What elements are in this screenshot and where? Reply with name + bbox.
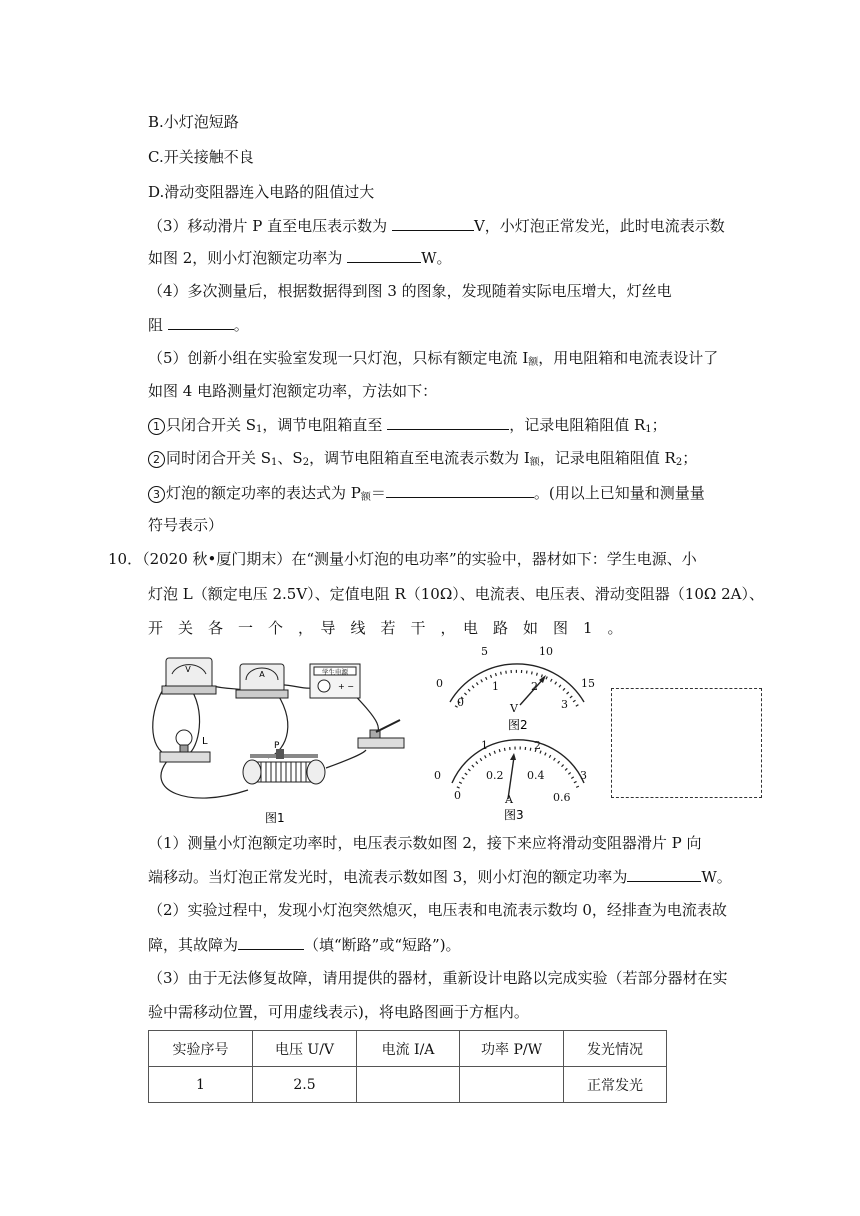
table-cell: 2.5 bbox=[253, 1067, 357, 1103]
circled-number: 2 bbox=[148, 451, 165, 468]
a-outer-tick: 3 bbox=[580, 769, 587, 782]
p1-line2: 端移动。当灯泡正常发光时，电流表示数如图 3，则小灯泡的额定功率为 W。 bbox=[148, 868, 732, 886]
table-row bbox=[149, 1067, 667, 1103]
v-outer-tick: 10 bbox=[539, 645, 553, 658]
answer-blank[interactable] bbox=[347, 247, 421, 263]
v-unit: V bbox=[510, 702, 518, 715]
svg-text:+ −: + − bbox=[338, 682, 354, 691]
power-supply bbox=[310, 664, 360, 698]
svg-text:V: V bbox=[185, 665, 191, 674]
step2-line: 2 同时闭合开关 $S_1$、$S_2$，调节电阻箱直至电流表示数为 $I_额$，记录电阻箱阻值 $R_2$； bbox=[148, 448, 697, 473]
a-outer-tick: 0 bbox=[434, 769, 441, 782]
circled-number: 3 bbox=[148, 486, 165, 503]
q5-line2: 如图 4 电路测量灯泡额定功率，方法如下： bbox=[148, 382, 438, 400]
answer-blank[interactable] bbox=[392, 215, 474, 231]
a-inner-tick: 0.2 bbox=[486, 769, 504, 782]
figure-2-label: 图2 bbox=[508, 718, 528, 732]
v-outer-tick: 0 bbox=[436, 677, 443, 690]
v-inner-tick: 3 bbox=[561, 698, 568, 711]
table-header-cell: 电流 I/A bbox=[357, 1031, 460, 1067]
q10-line2: 灯泡 L（额定电压 2.5V）、定值电阻 R（10Ω）、电流表、电压表、滑动变阻器（10Ω 2A）、 bbox=[148, 585, 764, 603]
table-header-cell: 电压 U/V bbox=[253, 1031, 357, 1067]
data-table bbox=[148, 1030, 667, 1103]
a-inner-tick: 0.4 bbox=[527, 769, 545, 782]
v-outer-tick: 5 bbox=[481, 645, 488, 658]
q4-line2: 阻 。 bbox=[148, 316, 249, 334]
option-d: D.滑动变阻器连入电路的阻值过大 bbox=[148, 183, 375, 201]
figure-1-circuit bbox=[148, 650, 410, 826]
p1-line1: （1）测量小灯泡额定功率时，电压表示数如图 2，接下来应将滑动变阻器滑片 P 向 bbox=[148, 834, 702, 852]
figure-3-label: 图3 bbox=[504, 808, 524, 822]
ammeter-device bbox=[236, 664, 288, 698]
q10-line1: 10．（2020 秋•厦门期末）在“测量小灯泡的电功率”的实验中，器材如下：学生电源、小 bbox=[108, 550, 697, 568]
table-cell[interactable] bbox=[460, 1067, 564, 1103]
step3-line2: 符号表示） bbox=[148, 516, 224, 534]
p3-line2: 验中需移动位置，可用虚线表示)，将电路图画于方框内。 bbox=[148, 1003, 529, 1021]
a-outer-tick: 1 bbox=[481, 739, 488, 752]
figure-3-ammeter-dial bbox=[432, 733, 602, 825]
p2-line1: （2）实验过程中，发现小灯泡突然熄灭，电压表和电流表示数均 0，经排查为电流表故 bbox=[148, 901, 727, 919]
a-inner-tick: 0.6 bbox=[553, 791, 571, 804]
rheostat bbox=[243, 741, 325, 784]
table-header-row bbox=[149, 1031, 667, 1067]
a-outer-tick: 2 bbox=[534, 739, 541, 752]
p3-line1: （3）由于无法修复故障，请用提供的器材，重新设计电路以完成实验（若部分器材在实 bbox=[148, 969, 728, 987]
a-unit: A bbox=[505, 793, 513, 806]
figure-2-voltmeter-dial bbox=[432, 645, 602, 735]
answer-blank[interactable] bbox=[386, 482, 534, 498]
v-inner-tick: 0 bbox=[457, 696, 464, 709]
table-cell: 1 bbox=[149, 1067, 253, 1103]
svg-text:学生电源: 学生电源 bbox=[322, 668, 348, 676]
step1-line: 1 只闭合开关 $S_1$，调节电阻箱直至 ，记录电阻箱阻值 $R_1$； bbox=[148, 414, 667, 440]
answer-blank[interactable] bbox=[168, 314, 234, 330]
answer-blank[interactable] bbox=[387, 414, 509, 430]
q3-line1: （3）移动滑片 P 直至电压表示数为 V，小灯泡正常发光，此时电流表示数 bbox=[148, 217, 725, 235]
svg-text:A: A bbox=[259, 670, 265, 679]
table-header-cell: 功率 P/W bbox=[460, 1031, 564, 1067]
table-cell: 正常发光 bbox=[564, 1067, 667, 1103]
circuit-drawing-box[interactable] bbox=[611, 688, 762, 798]
table-header-cell: 发光情况 bbox=[564, 1031, 667, 1067]
option-c: C.开关接触不良 bbox=[148, 148, 254, 166]
table-header-cell: 实验序号 bbox=[149, 1031, 253, 1067]
lamp bbox=[160, 730, 210, 762]
v-inner-tick: 1 bbox=[492, 680, 499, 693]
figure-1-label: 图1 bbox=[265, 811, 285, 825]
answer-blank[interactable] bbox=[627, 866, 701, 882]
circled-number: 1 bbox=[148, 418, 165, 435]
switch bbox=[358, 720, 404, 748]
v-inner-tick: 2 bbox=[531, 680, 538, 693]
v-outer-tick: 15 bbox=[581, 677, 595, 690]
q10-line3: 开 关 各 一 个 ， 导 线 若 干 ， 电 路 如 图 1 。 bbox=[148, 619, 623, 637]
voltmeter-device bbox=[162, 658, 216, 694]
p2-line2: 障，其故障为 （填“断路”或“短路”)。 bbox=[148, 936, 461, 954]
q3-line2: 如图 2，则小灯泡额定功率为 W。 bbox=[148, 249, 452, 267]
option-b: B.小灯泡短路 bbox=[148, 113, 239, 131]
a-inner-tick: 0 bbox=[454, 789, 461, 802]
step3-line: 3 灯泡的额定功率的表达式为 $P_额=$ 。(用以上已知量和测量量 bbox=[148, 482, 705, 508]
svg-text:L: L bbox=[202, 736, 208, 747]
svg-text:P: P bbox=[274, 741, 280, 751]
answer-blank[interactable] bbox=[238, 934, 304, 950]
q4-line1: （4）多次测量后，根据数据得到图 3 的图象，发现随着实际电压增大，灯丝电 bbox=[148, 282, 672, 300]
table-cell[interactable] bbox=[357, 1067, 460, 1103]
q5-line1: （5）创新小组在实验室发现一只灯泡，只标有额定电流 $I_额$，用电阻箱和电流表设计了 bbox=[148, 349, 719, 368]
